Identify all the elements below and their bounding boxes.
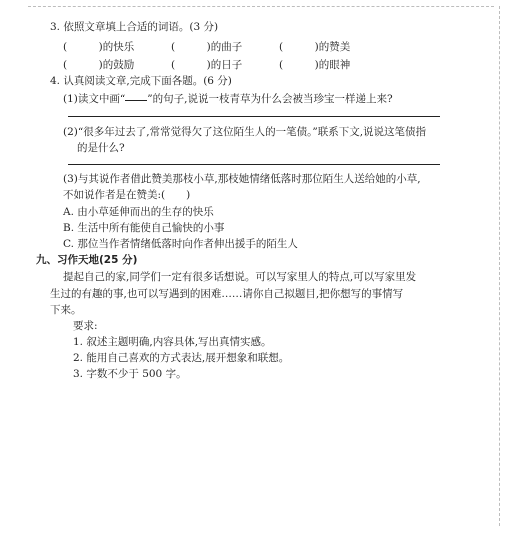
q4-sub1 xyxy=(63,94,393,105)
section-9-heading: 九、习作天地(25 分) xyxy=(36,254,138,266)
q3-blank-6: ( )的眼神 xyxy=(279,59,351,71)
q4-sub1-after: ”的句子,说说一枝青草为什么会被当珍宝一样递上来? xyxy=(147,93,393,105)
q3-blank-5: ( )的日子 xyxy=(171,59,243,71)
prompt-line-3: 下来。 xyxy=(50,304,82,316)
q4-sub2-line2: 的是什么? xyxy=(77,142,125,154)
option-b: B. 生活中所有能使自己愉快的小事 xyxy=(63,222,225,234)
requirements-label: 要求: xyxy=(73,320,98,332)
prompt-line-2: 生过的有趣的事,也可以写遇到的困难……请你自己拟题目,把你想写的事情写 xyxy=(50,288,404,300)
requirement-3: 3. 字数不少于 500 字。 xyxy=(73,368,187,380)
option-c: C. 那位当作者情绪低落时向作者伸出援手的陌生人 xyxy=(63,238,298,250)
option-a: A. 由小草延伸而出的生存的快乐 xyxy=(63,206,214,218)
q3-blank-1: ( )的快乐 xyxy=(63,41,135,53)
q4-title: 4. 认真阅读文章,完成下面各题。(6 分) xyxy=(50,75,232,87)
answer-line-1 xyxy=(68,116,440,117)
q4-sub3-line1: (3)与其说作者借此赞美那枝小草,那枝她情绪低落时那位陌生人送给她的小草, xyxy=(63,173,421,185)
page-border-right xyxy=(499,6,500,526)
requirement-1: 1. 叙述主题明确,内容具体,写出真情实感。 xyxy=(73,336,272,348)
q3-blank-4: ( )的鼓励 xyxy=(63,59,135,71)
q4-sub3-line2: 不如说作者是在赞美:( ) xyxy=(63,189,191,201)
prompt-line-1: 提起自己的家,同学们一定有很多话想说。可以写家里人的特点,可以写家里发 xyxy=(63,271,417,283)
q3-title: 3. 依照文章填上合适的词语。(3 分) xyxy=(50,21,219,33)
q3-blank-2: ( )的曲子 xyxy=(171,41,243,53)
answer-line-2 xyxy=(68,164,440,165)
q3-row-1 xyxy=(63,42,387,53)
underline-mark xyxy=(125,94,147,101)
requirement-2: 2. 能用自己喜欢的方式表达,展开想象和联想。 xyxy=(73,352,290,364)
q4-sub2-line1: (2)“很多年过去了,常常觉得欠了这位陌生人的一笔债。”联系下文,说说这笔债指 xyxy=(63,126,427,138)
q4-sub1-before: (1)读文中画“ xyxy=(63,93,126,105)
q3-row-2 xyxy=(63,60,387,71)
page-border-top xyxy=(28,6,494,7)
q3-blank-3: ( )的赞美 xyxy=(279,41,351,53)
